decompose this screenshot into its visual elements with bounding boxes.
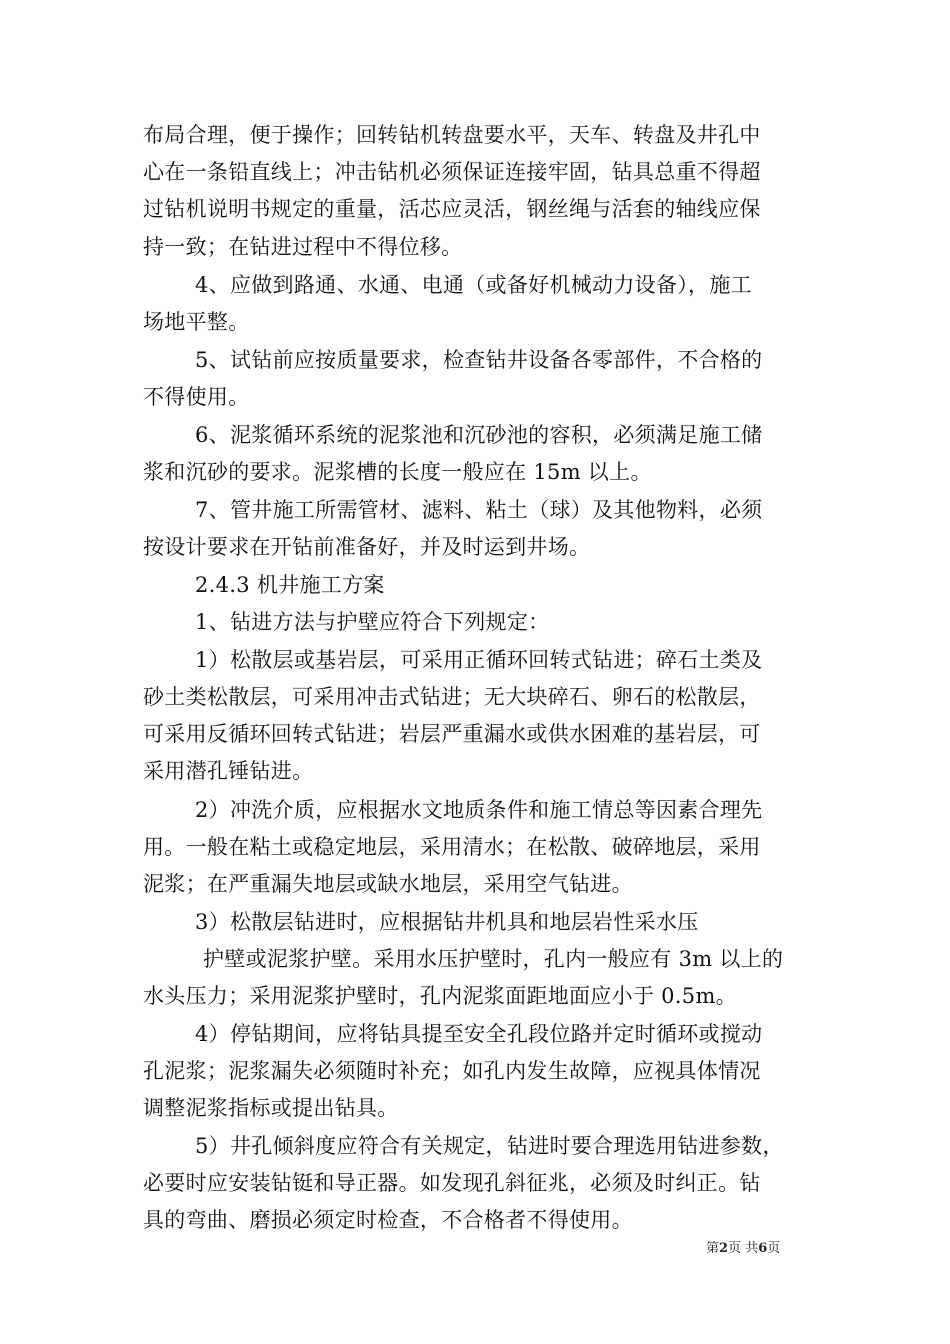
current-page-number: 2 [719, 1241, 729, 1256]
text-line: 3）松散层钻进时，应根据钻井机具和地层岩性采水压 [195, 910, 699, 934]
text-line: 布局合理，便于操作；回转钻机转盘要水平，天车、转盘及井孔中 [143, 123, 761, 147]
footer-prefix: 第 [706, 1241, 720, 1256]
text-line: 孔泥浆；泥浆漏失必须随时补充；如孔内发生故障，应视具体情况 [143, 1059, 761, 1083]
section-heading: 2.4.3 机井施工方案 [195, 573, 385, 597]
footer-suffix: 页 [767, 1241, 781, 1256]
text-line: 心在一条铅直线上；冲击钻机必须保证连接牢固，钻具总重不得超 [143, 160, 761, 184]
text-line: 护壁或泥浆护壁。采用水压护壁时，孔内一般应有 3m 以上的 [203, 947, 784, 971]
text-line: 采用潜孔锤钻进。 [143, 759, 314, 783]
text-line: 6、泥浆循环系统的泥浆池和沉砂池的容积，必须满足施工储 [195, 423, 763, 447]
text-line: 4）停钻期间，应将钻具提至安全孔段位路并定时循环或搅动 [195, 1022, 763, 1046]
text-line: 5）井孔倾斜度应符合有关规定，钻进时要合理选用钻进参数， [195, 1134, 784, 1158]
text-line: 5、试钻前应按质量要求，检查钻井设备各零部件，不合格的 [195, 348, 763, 372]
text-line: 不得使用。 [143, 385, 250, 409]
text-line: 2）冲洗介质，应根据水文地质条件和施工情总等因素合理先 [195, 798, 763, 822]
text-line: 浆和沉砂的要求。泥浆槽的长度一般应在 15m 以上。 [143, 460, 652, 484]
text-line: 按设计要求在开钻前准备好，并及时运到井场。 [143, 535, 591, 559]
text-line: 场地平整。 [143, 310, 250, 334]
text-line: 用。一般在粘土或稳定地层，采用清水；在松散、破碎地层，采用 [143, 835, 761, 859]
text-line: 7、管井施工所需管材、滤料、粘土（球）及其他物料，必须 [195, 498, 763, 522]
text-line: 过钻机说明书规定的重量，活芯应灵活，钢丝绳与活套的轴线应保 [143, 197, 761, 221]
text-line: 4、应做到路通、水通、电通（或备好机械动力设备），施工 [195, 273, 752, 297]
text-line: 砂土类松散层，可采用冲击式钻进；无大块碎石、卵石的松散层， [143, 685, 761, 709]
text-line: 1）松散层或基岩层，可采用正循环回转式钻进；碎石土类及 [195, 648, 763, 672]
text-line: 水头压力；采用泥浆护壁时，孔内泥浆面距地面应小于 0.5m。 [143, 984, 737, 1008]
text-line: 持一致；在钻进过程中不得位移。 [143, 235, 463, 259]
text-line: 可采用反循环回转式钻进；岩层严重漏水或供水困难的基岩层，可 [143, 722, 761, 746]
text-line: 泥浆；在严重漏失地层或缺水地层，采用空气钻进。 [143, 872, 633, 896]
total-page-number: 6 [758, 1241, 768, 1256]
text-line: 调整泥浆指标或提出钻具。 [143, 1096, 399, 1120]
footer-middle: 页 共 [728, 1241, 759, 1256]
text-line: 必要时应安装钻铤和导正器。如发现孔斜征兆，必须及时纠正。钻 [143, 1171, 761, 1195]
text-line: 具的弯曲、磨损必须定时检查，不合格者不得使用。 [143, 1208, 633, 1232]
page-footer [706, 1240, 780, 1258]
text-line: 1、钻进方法与护壁应符合下列规定： [195, 610, 550, 634]
